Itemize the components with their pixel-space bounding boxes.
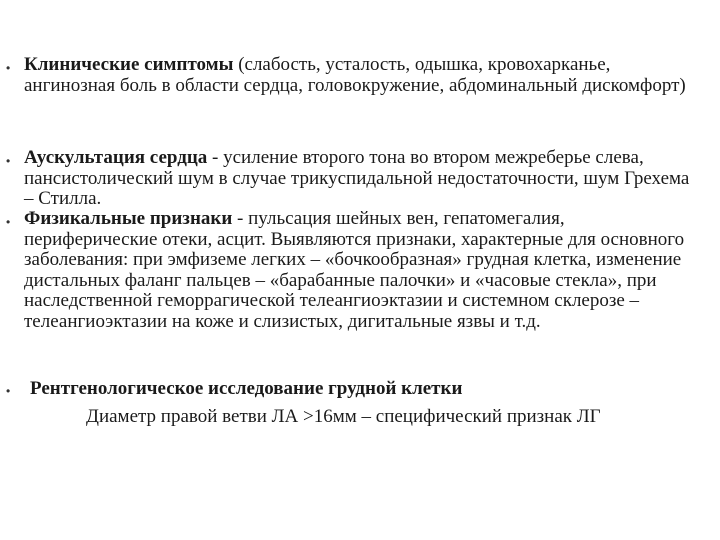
bullet-body: (слабость, усталость, одышка, кровохарканье, ангинозная боль в области сердца, головокружение, абдоминальный дискомфорт) (24, 54, 686, 96)
bullet-text (24, 55, 702, 96)
bullet-text (24, 209, 702, 332)
bullet-marker: • (6, 215, 11, 229)
xray-note (18, 405, 708, 429)
bullet-heading: Рентгенологическое исследование грудной клетки (30, 378, 463, 399)
bullet-marker: • (6, 154, 11, 168)
bullet-text (24, 148, 702, 210)
bullet-heading: Клинические симптомы (24, 54, 234, 75)
bullet-marker: • (6, 61, 11, 75)
bullet-text (30, 379, 708, 400)
bullet-heading: Аускультация сердца (24, 147, 208, 168)
bullet-body: - пульсация шейных вен, гепатомегалия, периферические отеки, асцит. Выявляются признаки, характерные для основного заболевания: при эмфиземе легких – «бочкообразная» грудная клетка, изменение дистальных фаланг пальцев – «барабанные палочки» и «часовые стекла», при наследственной геморрагической телеангиоэктазии и системном склерозе – телеангиоэктазии на коже и слизистых, дигитальные язвы и т.д. (24, 208, 685, 332)
xray-note-text: Диаметр правой ветви ЛА >16мм – специфический признак ЛГ (86, 406, 601, 427)
bullet-marker: • (6, 384, 11, 398)
bullet-body: - усиление второго тона во втором межреберье слева, пансистолический шум в случае трикуспидальной недостаточности, шум Грехема – Стилла. (24, 147, 690, 209)
bullet-heading: Физикальные признаки (24, 208, 233, 229)
